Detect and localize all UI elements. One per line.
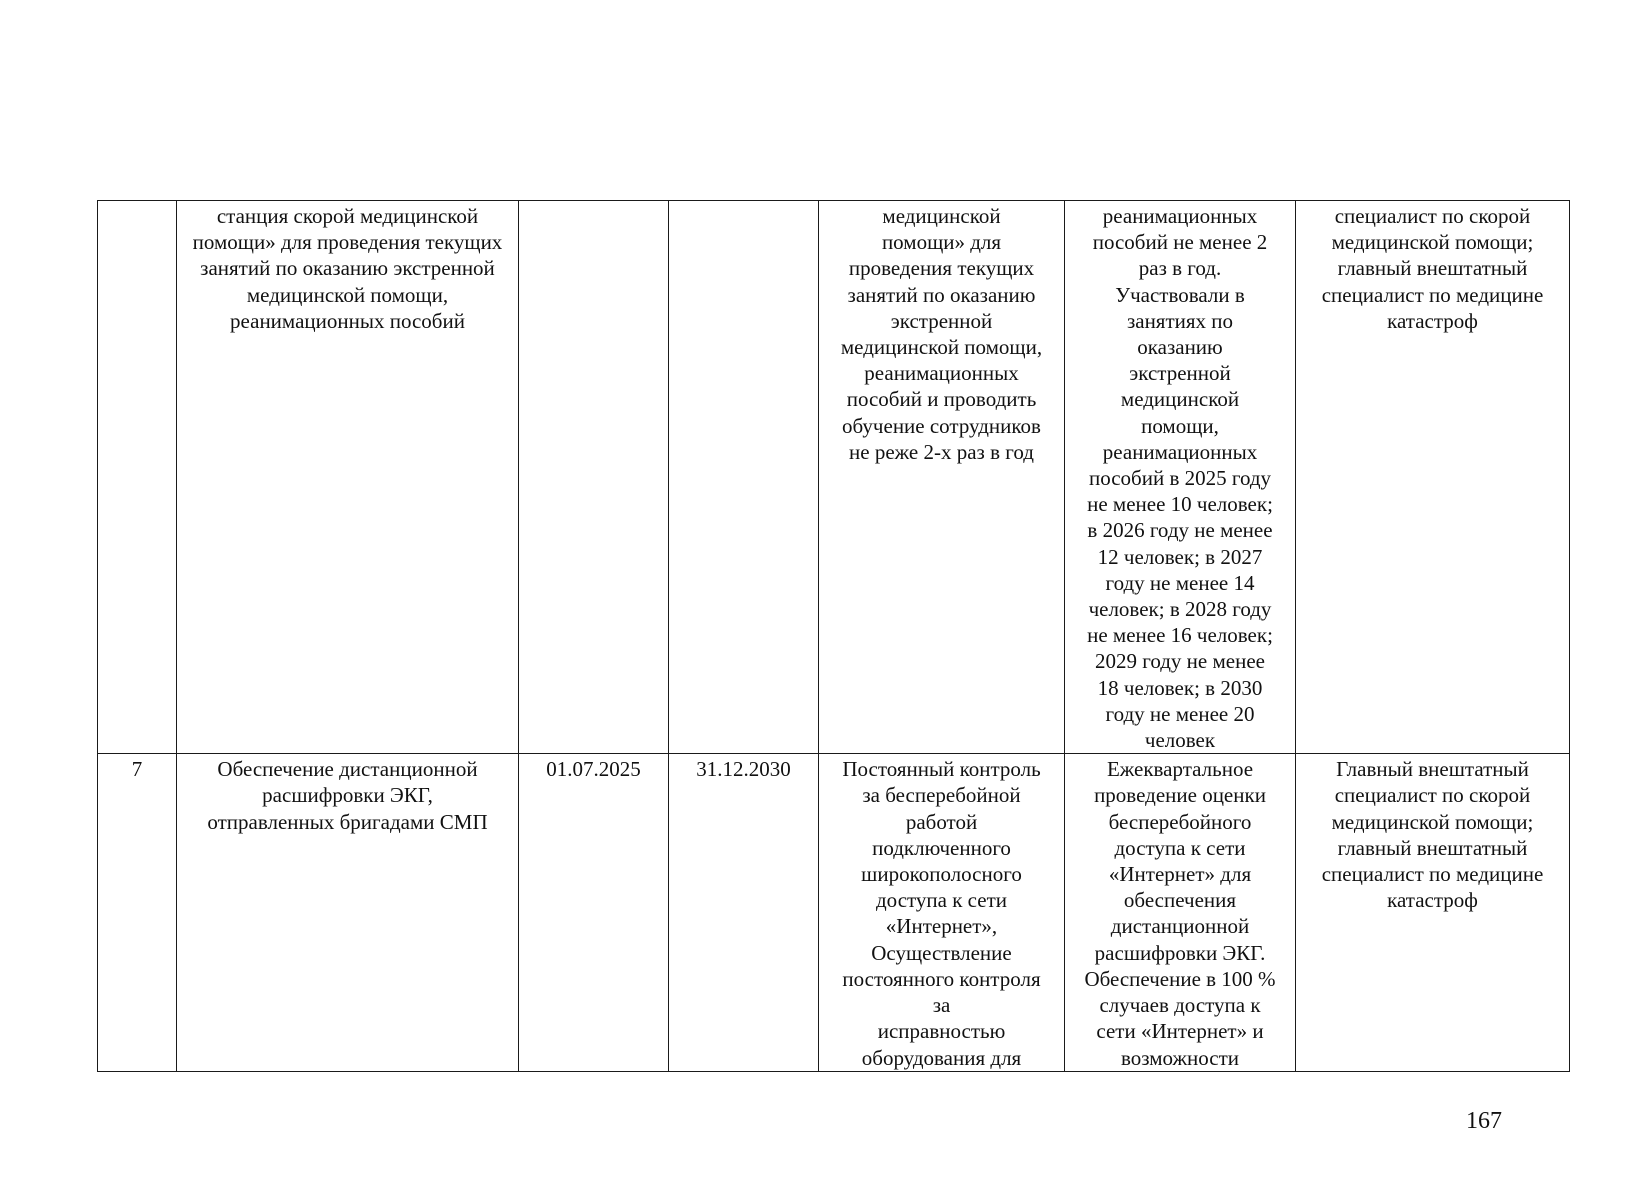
cell-result: Ежеквартальное проведение оценки бесперебойного доступа к сети «Интернет» для обеспечения дистанционной расшифровки ЭКГ. Обеспечение в 100 % случаев доступа к сети «Интернет» и возможности bbox=[1065, 754, 1296, 1071]
cell-responsible: специалист по скорой медицинской помощи; главный внештатный специалист по медицине катастроф bbox=[1296, 201, 1570, 754]
cell-number bbox=[98, 201, 177, 754]
cell-responsible: Главный внештатный специалист по скорой медицинской помощи; главный внештатный специалист по медицине катастроф bbox=[1296, 754, 1570, 1071]
cell-start-date bbox=[519, 201, 669, 754]
cell-end-date: 31.12.2030 bbox=[669, 754, 819, 1071]
cell-result: реанимационных пособий не менее 2 раз в год. Участвовали в занятиях по оказанию экстренной медицинской помощи, реанимационных пособий в 2025 году не менее 10 человек; в 2026 году не менее 12 человек; в 2027 году не менее 14 человек; в 2028 году не менее 16 человек; 2029 году не менее 18 человек; в 2030 году не менее 20 человек bbox=[1065, 201, 1296, 754]
cell-number: 7 bbox=[98, 754, 177, 1071]
cell-event: станция скорой медицинской помощи» для проведения текущих занятий по оказанию экстренной медицинской помощи, реанимационных пособий bbox=[177, 201, 519, 754]
cell-description: Постоянный контроль за бесперебойной работой подключенного широкополосного доступа к сети «Интернет», Осуществление постоянного контроля за исправностью оборудования для bbox=[819, 754, 1065, 1071]
cell-start-date: 01.07.2025 bbox=[519, 754, 669, 1071]
cell-event: Обеспечение дистанционной расшифровки ЭКГ, отправленных бригадами СМП bbox=[177, 754, 519, 1071]
measures-table bbox=[97, 200, 1570, 1072]
table-row-continued bbox=[98, 201, 1570, 754]
table-row-7 bbox=[98, 754, 1570, 1071]
cell-description: медицинской помощи» для проведения текущих занятий по оказанию экстренной медицинской помощи, реанимационных пособий и проводить обучение сотрудников не реже 2-х раз в год bbox=[819, 201, 1065, 754]
page-number: 167 bbox=[1466, 1108, 1502, 1134]
cell-end-date bbox=[669, 201, 819, 754]
